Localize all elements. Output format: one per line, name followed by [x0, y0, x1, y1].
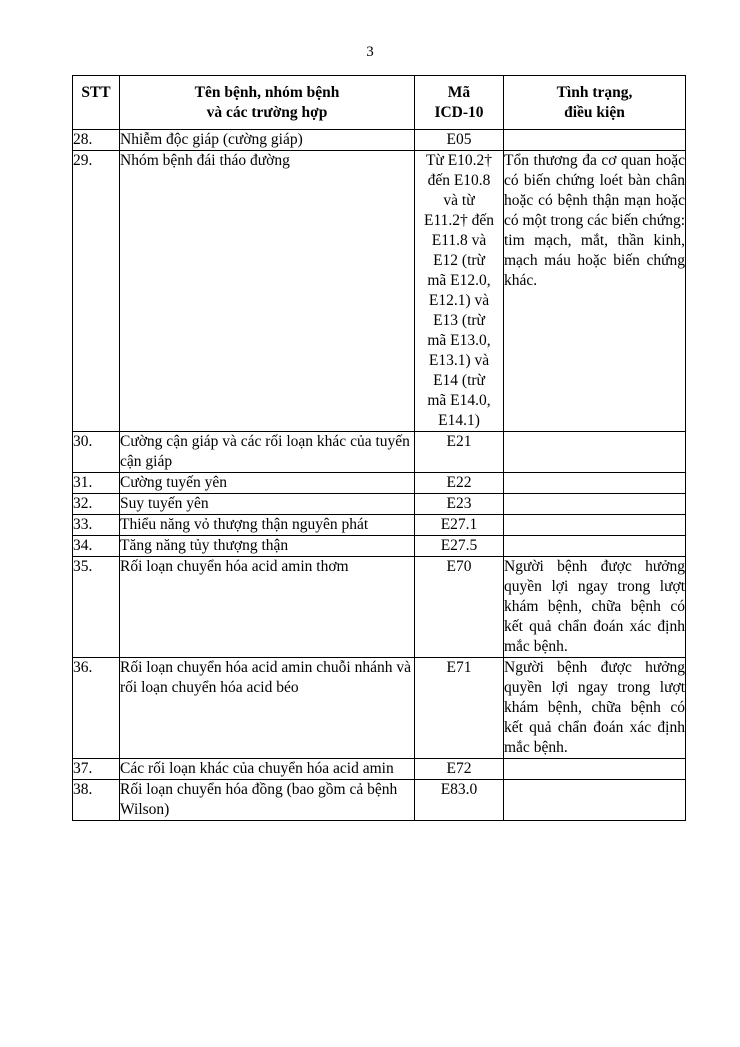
row-icd-code — [415, 536, 504, 557]
row-condition — [504, 536, 686, 557]
icd-code-line: E11.2† đến — [423, 212, 495, 229]
row-icd-code — [415, 515, 504, 536]
icd-code-line: mã E14.0, — [427, 392, 491, 409]
row-disease-name: Rối loạn chuyển hóa acid amin thơm — [120, 557, 415, 658]
icd-code-line: E05 — [446, 131, 472, 148]
row-stt: 28. — [73, 130, 120, 151]
row-condition — [504, 130, 686, 151]
table-header — [73, 76, 686, 130]
row-disease-name: Rối loạn chuyển hóa đồng (bao gồm cả bệnh Wilson) — [120, 780, 415, 821]
row-icd-code — [415, 432, 504, 473]
table-row — [73, 130, 686, 151]
row-disease-name: Nhóm bệnh đái tháo đường — [120, 151, 415, 432]
row-condition — [504, 473, 686, 494]
icd-code-line: Từ E10.2† — [425, 152, 493, 169]
page-number: 3 — [366, 44, 374, 60]
icd-code-line: E14.1) — [438, 412, 480, 429]
icd-code-line: E27.5 — [440, 537, 478, 554]
row-icd-code — [415, 759, 504, 780]
row-condition — [504, 515, 686, 536]
row-stt: 32. — [73, 494, 120, 515]
row-stt: 34. — [73, 536, 120, 557]
table-row — [73, 780, 686, 821]
row-condition — [504, 759, 686, 780]
header-stt: STT — [73, 76, 120, 130]
icd-code-line: E13.1) và — [428, 352, 490, 369]
icd-code-line: E83.0 — [440, 781, 478, 798]
row-stt: 29. — [73, 151, 120, 432]
icd-code-line: E70 — [446, 558, 472, 575]
icd-code-line: E12 (trừ — [433, 252, 485, 269]
row-icd-code — [415, 473, 504, 494]
row-icd-code — [415, 557, 504, 658]
row-disease-name: Rối loạn chuyển hóa acid amin chuỗi nhánh và rối loạn chuyển hóa acid béo — [120, 658, 415, 759]
row-stt: 30. — [73, 432, 120, 473]
icd-code-line: E13 (trừ — [433, 312, 485, 329]
table-row — [73, 557, 686, 658]
icd-code-line: đến E10.8 — [427, 172, 491, 189]
row-disease-name: Suy tuyến yên — [120, 494, 415, 515]
icd-code-line: E23 — [446, 495, 472, 512]
row-disease-name: Các rối loạn khác của chuyển hóa acid amin — [120, 759, 415, 780]
row-disease-name: Nhiễm độc giáp (cường giáp) — [120, 130, 415, 151]
row-disease-name: Thiểu năng vỏ thượng thận nguyên phát — [120, 515, 415, 536]
disease-table — [72, 75, 686, 821]
row-icd-code — [415, 658, 504, 759]
row-icd-code — [415, 780, 504, 821]
row-icd-code — [415, 494, 504, 515]
icd-code-line: E21 — [446, 433, 472, 450]
icd-code-line: E22 — [446, 474, 472, 491]
row-condition — [504, 494, 686, 515]
row-stt: 38. — [73, 780, 120, 821]
table-row — [73, 494, 686, 515]
icd-code-line: và từ — [443, 192, 475, 209]
row-stt: 31. — [73, 473, 120, 494]
table-row — [73, 151, 686, 432]
row-condition: Người bệnh được hưởng quyền lợi ngay trong lượt khám bệnh, chữa bệnh có kết quả chẩn đoán xác định mắc bệnh. — [504, 658, 686, 759]
table-row — [73, 473, 686, 494]
table-row — [73, 536, 686, 557]
icd-code-line: E71 — [446, 659, 472, 676]
icd-code-line: E72 — [446, 760, 472, 777]
row-condition — [504, 432, 686, 473]
icd-code-line: E27.1 — [440, 516, 478, 533]
row-stt: 35. — [73, 557, 120, 658]
row-disease-name: Tăng năng tủy thượng thận — [120, 536, 415, 557]
icd-code-line: mã E12.0, — [427, 272, 491, 289]
row-condition: Tổn thương đa cơ quan hoặc có biến chứng loét bàn chân hoặc có bệnh thận mạn hoặc có một trong các biến chứng: tim mạch, mắt, thần kinh, mạch máu hoặc biến chứng khác. — [504, 151, 686, 432]
table-body — [73, 130, 686, 821]
row-stt: 36. — [73, 658, 120, 759]
table-row — [73, 432, 686, 473]
row-disease-name: Cường cận giáp và các rối loạn khác của tuyến cận giáp — [120, 432, 415, 473]
header-name: Tên bệnh, nhóm bệnh và các trường hợp — [120, 76, 415, 130]
row-disease-name: Cường tuyến yên — [120, 473, 415, 494]
table-row — [73, 658, 686, 759]
row-stt: 33. — [73, 515, 120, 536]
header-code: Mã ICD-10 — [415, 76, 504, 130]
icd-code-line: E14 (trừ — [433, 372, 485, 389]
icd-code-line: E12.1) và — [428, 292, 490, 309]
table-row — [73, 515, 686, 536]
row-icd-code — [415, 151, 504, 432]
icd-code-line: mã E13.0, — [427, 332, 491, 349]
row-condition — [504, 780, 686, 821]
header-condition: Tình trạng, điều kiện — [504, 76, 686, 130]
row-stt: 37. — [73, 759, 120, 780]
table-row — [73, 759, 686, 780]
icd-code-line: E11.8 và — [431, 232, 487, 249]
row-icd-code — [415, 130, 504, 151]
row-condition: Người bệnh được hưởng quyền lợi ngay trong lượt khám bệnh, chữa bệnh có kết quả chẩn đoán xác định mắc bệnh. — [504, 557, 686, 658]
